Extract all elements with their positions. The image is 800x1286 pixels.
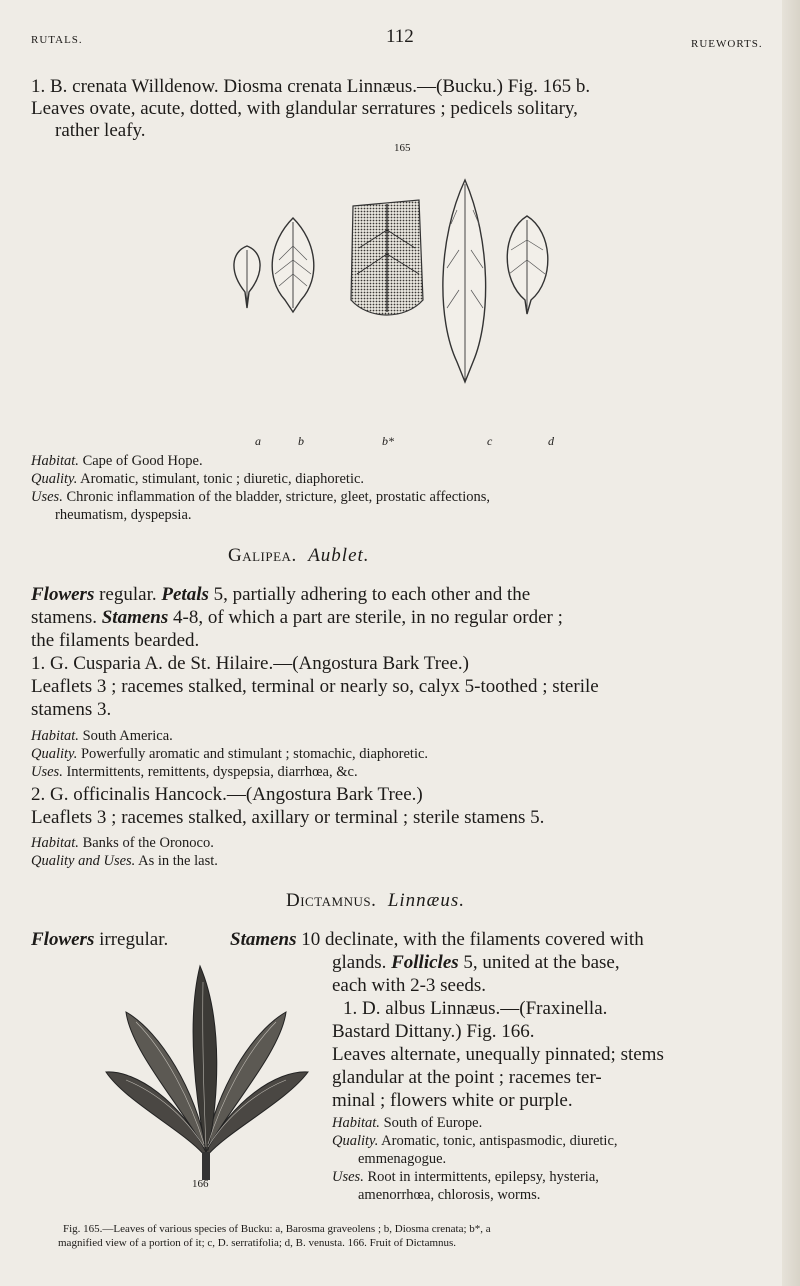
bucku-desc-line: Leaves ovate, acute, dotted, with glandular serratures ; pedicels solitary, <box>31 98 578 119</box>
stamens-text: 4-8, of which a part are sterile, in no regular order ; <box>168 607 563 628</box>
genus-desc-line <box>332 952 792 973</box>
figure-166-fruit <box>86 952 326 1182</box>
habitat-label: Habitat. <box>332 1115 380 1131</box>
flowers-text: regular. <box>94 584 157 605</box>
uses-text: Chronic inflammation of the bladder, stricture, gleet, prostatic affections, <box>66 489 490 505</box>
species-desc: Leaves alternate, unequally pinnated; stems <box>332 1044 664 1065</box>
quality-text-cont: emmenagogue. <box>358 1151 447 1167</box>
figure-label-c: c <box>487 434 493 448</box>
genus-desc-text: glands. <box>332 952 387 973</box>
uses-text: Intermittents, remittents, dyspepsia, diarrhœa, &c. <box>66 764 358 780</box>
follicles-text: 5, united at the base, <box>458 952 620 973</box>
habitat-line <box>332 1115 482 1132</box>
habitat-text: Cape of Good Hope. <box>82 453 203 469</box>
bucku-title-line: 1. B. crenata Willdenow. Diosma crenata Linnæus.—(Bucku.) Fig. 165 b. <box>31 76 591 97</box>
species-heading: Bastard Dittany.) Fig. 166. <box>332 1021 535 1042</box>
habitat-label: Habitat. <box>31 835 79 851</box>
uses-label: Uses. <box>31 764 63 780</box>
quality-label: Quality. <box>31 746 78 762</box>
species-heading: 1. G. Cusparia A. de St. Hilaire.—(Angostura Bark Tree.) <box>31 653 469 674</box>
genus-author: Linnæus. <box>387 890 465 911</box>
species-desc: minal ; flowers white or purple. <box>332 1090 573 1111</box>
quality-label: Quality. <box>332 1133 379 1149</box>
genus-heading <box>286 890 465 912</box>
quality-text: Aromatic, stimulant, tonic ; diuretic, diaphoretic. <box>80 471 365 487</box>
flowers-text: irregular. <box>94 929 169 950</box>
species-heading: 1. D. albus Linnæus.—(Fraxinella. <box>343 998 608 1019</box>
figure-number: 166 <box>192 1178 209 1190</box>
flowers-label: Flowers <box>31 929 95 950</box>
uses-line <box>332 1169 599 1186</box>
quality-uses-label: Quality and Uses. <box>31 853 136 869</box>
figure-label-b: b <box>298 434 304 448</box>
follicles-label: Follicles <box>391 952 459 973</box>
genus-desc-line <box>31 607 791 628</box>
uses-label: Uses. <box>332 1169 364 1185</box>
habitat-line <box>31 835 214 852</box>
genus-heading <box>228 545 370 567</box>
habitat-text: Banks of the Oronoco. <box>82 835 214 851</box>
petals-label: Petals <box>161 584 209 605</box>
quality-uses-line <box>31 853 218 870</box>
stamens-label: Stamens <box>101 607 169 628</box>
figure-label-d: d <box>548 434 554 448</box>
genus-desc-line: each with 2-3 seeds. <box>332 975 487 996</box>
species-desc: glandular at the point ; racemes ter- <box>332 1067 602 1088</box>
species-desc: stamens 3. <box>31 699 112 720</box>
genus-desc-line: the filaments bearded. <box>31 630 200 651</box>
genus-desc-line <box>230 929 790 950</box>
quality-text: Aromatic, tonic, antispasmodic, diuretic, <box>381 1133 618 1149</box>
genus-name: Galipea. <box>228 545 297 566</box>
stamens-text: 10 declinate, with the filaments covered with <box>296 929 644 950</box>
figure-label-a: a <box>255 434 261 448</box>
figure-caption: magnified view of a portion of it; c, D. serratifolia; d, B. venusta. 166. Fruit of Dictamnus. <box>58 1237 457 1249</box>
habitat-label: Habitat. <box>31 728 79 744</box>
quality-line <box>31 746 428 763</box>
genus-desc-text: stamens. <box>31 607 97 628</box>
uses-text-cont: rheumatism, dyspepsia. <box>55 507 192 523</box>
uses-label: Uses. <box>31 489 63 505</box>
figure-caption: Fig. 165.—Leaves of various species of Bucku: a, Barosma graveolens ; b, Diosma crenata; b*, a <box>63 1223 491 1235</box>
page-number: 112 <box>386 26 414 47</box>
genus-name: Dictamnus. <box>286 890 377 911</box>
species-desc: Leaflets 3 ; racemes stalked, terminal or nearly so, calyx 5-toothed ; sterile <box>31 676 599 697</box>
figure-label-b-star: b* <box>382 434 394 448</box>
uses-line <box>31 489 776 506</box>
habitat-text: South America. <box>82 728 173 744</box>
species-desc: Leaflets 3 ; racemes stalked, axillary or terminal ; sterile stamens 5. <box>31 807 545 828</box>
species-heading: 2. G. officinalis Hancock.—(Angostura Bark Tree.) <box>31 784 423 805</box>
flowers-label: Flowers <box>31 584 95 605</box>
genus-desc-line <box>31 584 776 605</box>
uses-text-cont: amenorrhœa, chlorosis, worms. <box>358 1187 541 1203</box>
habitat-line <box>31 453 203 470</box>
figure-165-leaves <box>225 150 585 430</box>
stamens-label: Stamens <box>230 929 297 950</box>
page-edge <box>782 0 800 1286</box>
uses-line <box>31 764 358 781</box>
flowers-line <box>31 929 168 950</box>
quality-text: Powerfully aromatic and stimulant ; stomachic, diaphoretic. <box>80 746 429 762</box>
running-header-right: RUEWORTS. <box>691 38 763 50</box>
petals-text: 5, partially adhering to each other and the <box>208 584 531 605</box>
quality-label: Quality. <box>31 471 78 487</box>
habitat-text: South of Europe. <box>383 1115 483 1131</box>
running-header-left: RUTALS. <box>31 34 83 46</box>
quality-line <box>332 1133 618 1150</box>
uses-text: Root in intermittents, epilepsy, hysteria, <box>367 1169 599 1185</box>
genus-author: Aublet. <box>308 545 370 566</box>
bucku-desc-line: rather leafy. <box>55 120 146 141</box>
habitat-line <box>31 728 173 745</box>
habitat-label: Habitat. <box>31 453 79 469</box>
quality-uses-text: As in the last. <box>138 853 218 869</box>
figure-number: 165 <box>394 142 411 154</box>
quality-line <box>31 471 364 488</box>
